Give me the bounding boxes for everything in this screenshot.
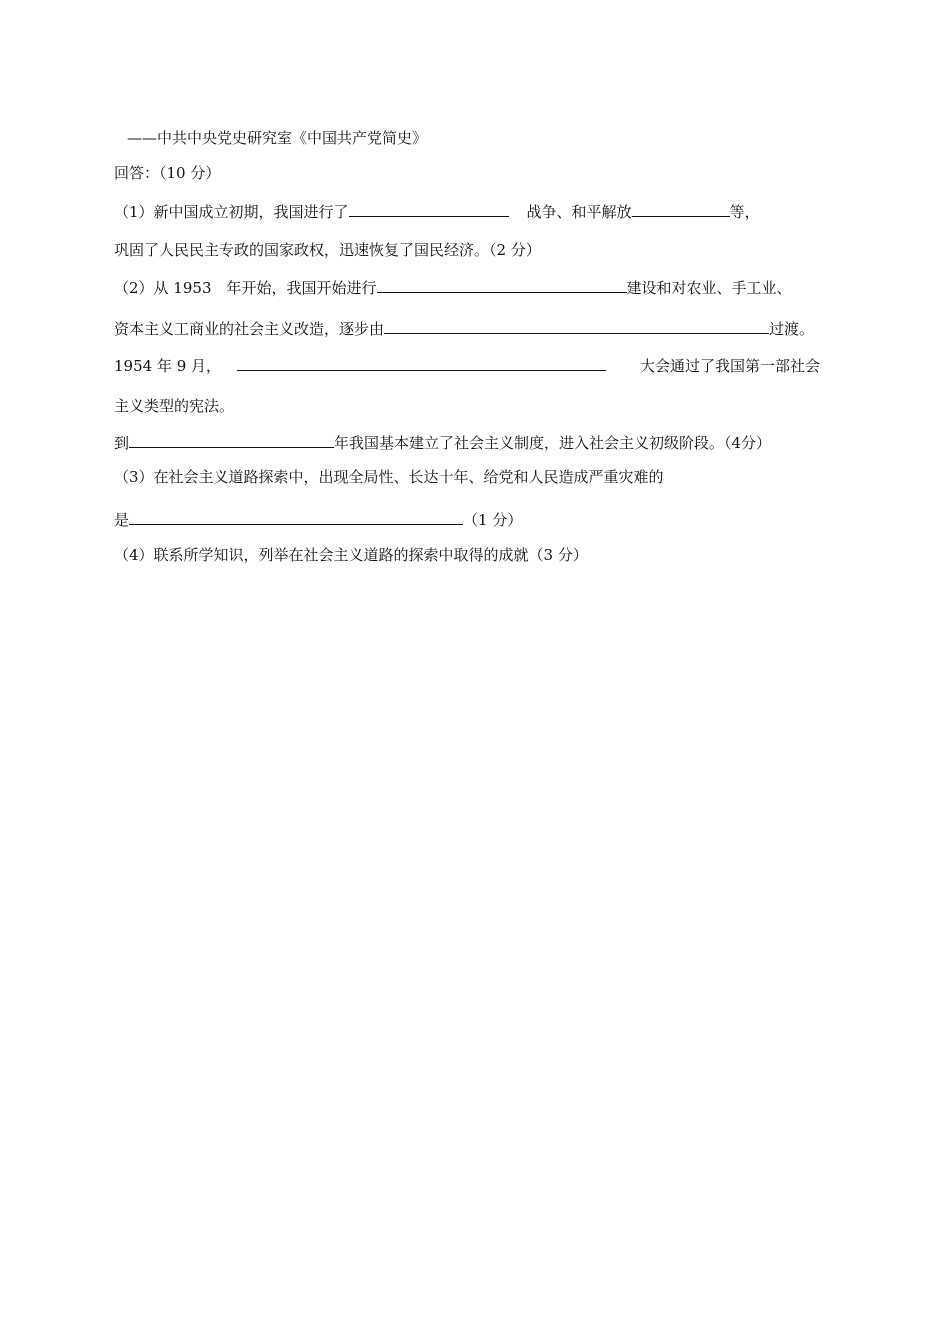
q2-blank-3[interactable] [237,354,606,371]
q2-text-c: 资本主义工商业的社会主义改造，逐步由 [114,320,385,338]
q2-text-d: 过渡。 [769,320,815,338]
q1-blank-2[interactable] [632,200,730,217]
q3-text-c: 是 [114,511,130,529]
question-1-line-2: 巩固了人民民主专政的国家政权，迅速恢复了国民经济。（2 分） [114,241,541,259]
q2-text-b: 建设和对农业、手工业、 [626,279,792,297]
question-4-line-1: （4）联系所学知识，列举在社会主义道路的探索中取得的成就（3 分） [114,546,588,564]
q1-text-b: 战争、和平解放 [526,203,632,221]
question-2-line-5 [114,431,771,453]
question-2-line-4: 主义类型的宪法。 [114,397,235,415]
q2-blank-1[interactable] [377,276,627,293]
q3-text-b: 出现全局性、长达十年、给党和人民造成严重灾难的 [318,468,664,486]
q3-text-d: （1 分） [463,511,523,529]
q3-text-a: （3）在社会主义道路探索中， [114,468,319,486]
q2-text-i: 年我国基本建立了社会主义制度，进入社会主义初级阶段。（4分） [334,434,772,452]
q2-text-f: 大会通过了我国第一部社会 [640,357,821,375]
source-citation: ——中共中央党史研究室《中国共产党简史》 [127,129,428,147]
answer-header: 回答：（10 分） [114,164,221,182]
question-2-line-3 [114,354,820,376]
q2-blank-2[interactable] [384,317,769,334]
question-1-line-1 [114,200,760,222]
q1-text-c: 等， [729,203,760,221]
q3-blank-1[interactable] [129,508,463,525]
question-2-line-1 [114,276,792,298]
q1-blank-1[interactable] [349,200,509,217]
question-3-line-1 [114,467,664,487]
q2-text-e: 1954 年 9 月， [114,357,222,375]
q1-text-a: （1）新中国成立初期，我国进行了 [114,203,349,221]
q2-text-a: （2）从 1953 年开始，我国开始进行 [114,279,377,297]
q2-blank-4[interactable] [129,431,334,448]
question-3-line-2 [114,508,522,530]
question-2-line-2 [114,317,814,339]
q2-text-h: 到 [114,434,130,452]
